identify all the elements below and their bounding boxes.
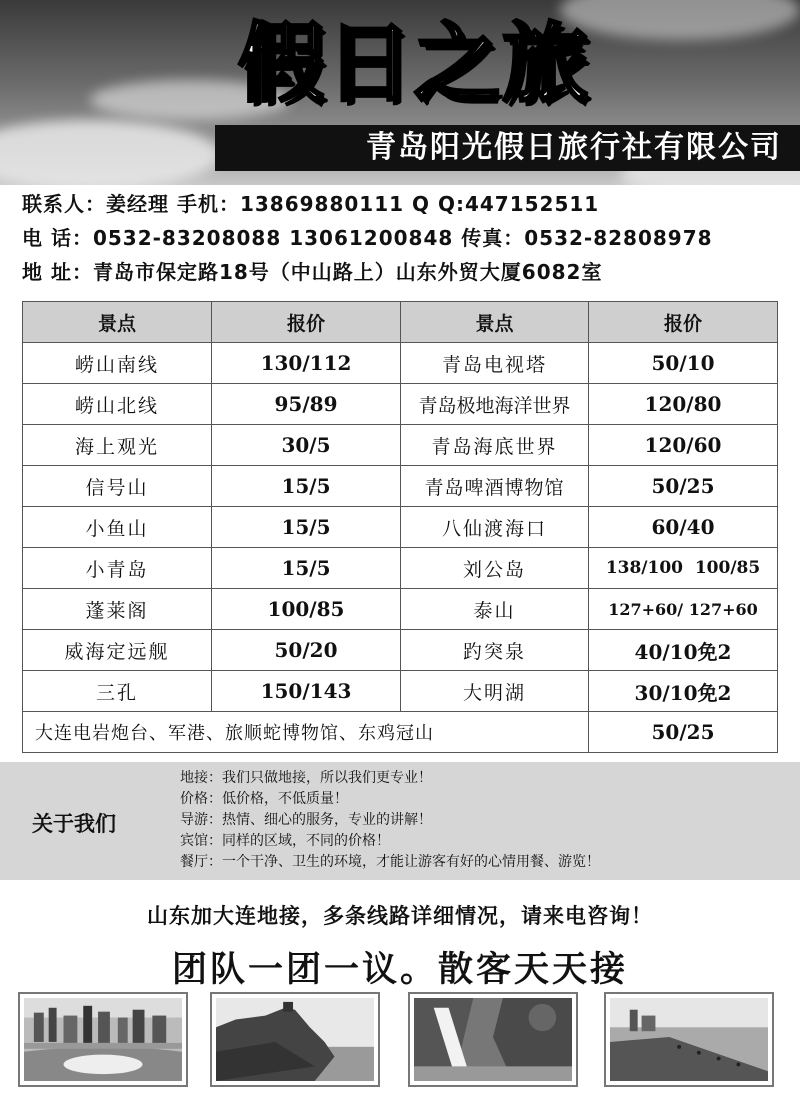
attraction-name: 信号山 bbox=[23, 466, 212, 507]
cloud-decoration bbox=[0, 120, 220, 185]
about-section bbox=[0, 762, 800, 880]
attraction-name: 三孔 bbox=[23, 671, 212, 712]
table-row bbox=[23, 589, 778, 630]
attraction-price: 15/5 bbox=[212, 548, 401, 589]
promo-slogan: 团队一团一议。散客天天接 bbox=[171, 950, 628, 990]
attraction-name: 大明湖 bbox=[401, 671, 589, 712]
attraction-name: 威海定远舰 bbox=[23, 630, 212, 671]
photo-coast-cliff bbox=[210, 992, 380, 1087]
attraction-name: 八仙渡海口 bbox=[401, 507, 589, 548]
attraction-price: 120/80 bbox=[589, 384, 778, 425]
header-attraction: 景点 bbox=[23, 302, 212, 343]
price-table bbox=[22, 301, 778, 753]
contact-person: 联系人：姜经理 手机：13869880111 Q Q:447152511 bbox=[22, 192, 600, 216]
about-list bbox=[180, 768, 600, 873]
table-row bbox=[23, 630, 778, 671]
attraction-name: 蓬莱阁 bbox=[23, 589, 212, 630]
table-row bbox=[23, 384, 778, 425]
attraction-price: 100/85 bbox=[212, 589, 401, 630]
header-attraction: 景点 bbox=[401, 302, 589, 343]
attraction-price: 50/10 bbox=[589, 343, 778, 384]
attraction-name: 崂山北线 bbox=[23, 384, 212, 425]
about-heading: 关于我们 bbox=[32, 812, 116, 836]
attraction-name: 大连电岩炮台、军港、旅顺蛇博物馆、东鸡冠山 bbox=[23, 712, 589, 753]
attraction-name: 海上观光 bbox=[23, 425, 212, 466]
list-item: 地接：我们只做地接，所以我们更专业！ bbox=[180, 770, 432, 786]
contact-phone: 电 话：0532-83208088 13061200848 传真：0532-82808978 bbox=[22, 226, 713, 250]
contact-address: 地 址：青岛市保定路18号（中山路上）山东外贸大厦6082室 bbox=[22, 260, 603, 284]
attraction-price: 40/10免2 bbox=[589, 630, 778, 671]
attraction-name: 刘公岛 bbox=[401, 548, 589, 589]
attraction-price: 150/143 bbox=[212, 671, 401, 712]
photo-seaside-pier bbox=[604, 992, 774, 1087]
table-row bbox=[23, 343, 778, 384]
table-row bbox=[23, 671, 778, 712]
list-item: 价格：低价格，不低质量！ bbox=[180, 791, 348, 807]
attraction-price: 138/100 100/85 bbox=[589, 548, 778, 589]
table-row bbox=[23, 425, 778, 466]
header-price: 报价 bbox=[589, 302, 778, 343]
attraction-price: 130/112 bbox=[212, 343, 401, 384]
cloud-decoration bbox=[560, 0, 800, 40]
attraction-price: 50/25 bbox=[589, 466, 778, 507]
attraction-name: 青岛海底世界 bbox=[401, 425, 589, 466]
attraction-name: 小鱼山 bbox=[23, 507, 212, 548]
table-row bbox=[23, 712, 778, 753]
header-banner bbox=[0, 0, 800, 185]
attraction-price: 30/10免2 bbox=[589, 671, 778, 712]
list-item: 导游：热情、细心的服务，专业的讲解！ bbox=[180, 812, 432, 828]
attraction-price: 15/5 bbox=[212, 466, 401, 507]
table-header-row bbox=[23, 302, 778, 343]
attraction-price: 50/25 bbox=[589, 712, 778, 753]
table-row bbox=[23, 507, 778, 548]
attraction-price: 60/40 bbox=[589, 507, 778, 548]
company-name: 青岛阳光假日旅行社有限公司 bbox=[215, 125, 800, 171]
attraction-name: 泰山 bbox=[401, 589, 589, 630]
promo-text: 山东加大连地接，多条线路详细情况，请来电咨询！ bbox=[147, 904, 653, 928]
attraction-name: 崂山南线 bbox=[23, 343, 212, 384]
attraction-price: 30/5 bbox=[212, 425, 401, 466]
attraction-name: 小青岛 bbox=[23, 548, 212, 589]
list-item: 餐厅：一个干净、卫生的环境，才能让游客有好的心情用餐、游览！ bbox=[180, 854, 600, 870]
attraction-price: 50/20 bbox=[212, 630, 401, 671]
attraction-price: 95/89 bbox=[212, 384, 401, 425]
header-price: 报价 bbox=[212, 302, 401, 343]
photo-waterfall bbox=[408, 992, 578, 1087]
attraction-name: 青岛极地海洋世界 bbox=[401, 384, 589, 425]
list-item: 宾馆：同样的区域，不同的价格！ bbox=[180, 833, 390, 849]
page-title: 假日之旅 bbox=[238, 14, 590, 114]
photo-city bbox=[18, 992, 188, 1087]
table-row bbox=[23, 548, 778, 589]
attraction-name: 青岛电视塔 bbox=[401, 343, 589, 384]
attraction-price: 120/60 bbox=[589, 425, 778, 466]
attraction-name: 趵突泉 bbox=[401, 630, 589, 671]
attraction-price: 127+60/ 127+60 bbox=[589, 589, 778, 630]
attraction-price: 15/5 bbox=[212, 507, 401, 548]
attraction-name: 青岛啤酒博物馆 bbox=[401, 466, 589, 507]
table-row bbox=[23, 466, 778, 507]
